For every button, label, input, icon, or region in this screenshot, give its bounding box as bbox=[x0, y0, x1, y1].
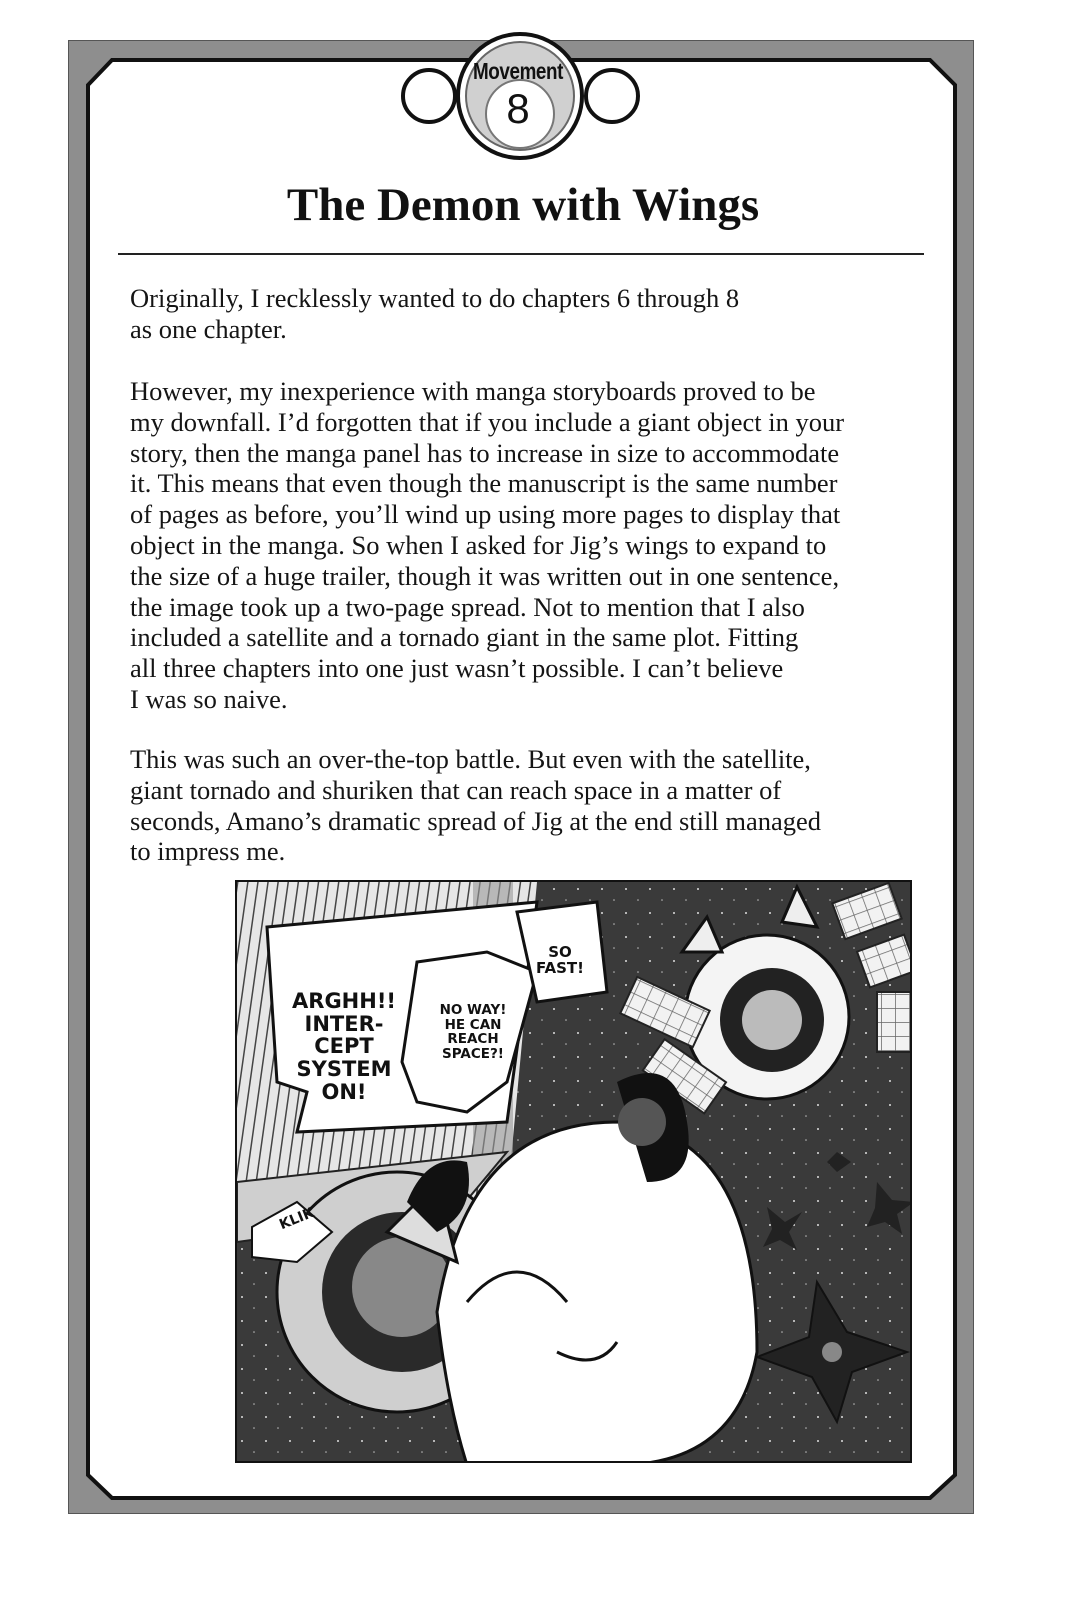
speech-bubble-no-way: NO WAY! HE CAN REACH SPACE?! bbox=[439, 1002, 507, 1062]
sound-effect-klik: KLIK bbox=[277, 1204, 317, 1234]
chapter-title: The Demon with Wings bbox=[286, 179, 760, 231]
title-divider bbox=[118, 253, 924, 255]
paragraph-1: Originally, I recklessly wanted to do chapters 6 through 8 as one chapter. bbox=[130, 283, 740, 344]
paragraph-2: However, my inexperience with manga storyboards proved to be my downfall. I’d forgotten that if you include a giant object in your story, then the manga panel has to increase in size to accommodate it. This means that even though the manuscript is the same number of pages as before, you’ll wind up using more pages to display that object in the manga. So when I asked for Jig’s wings to expand to the size of a huge trailer, though it was written out in one sentence, the image took up a two-page spread. Not to mention that I also included a satellite and a tornado giant in the same plot. Fitting all three chapters into one just wasn’t possible. I can’t believe I was so naive. bbox=[130, 376, 845, 714]
movement-label: Movement bbox=[473, 58, 563, 84]
speech-bubble-intercept: ARGHH!! INTER- CEPT SYSTEM ON! bbox=[292, 989, 396, 1104]
manga-panel bbox=[235, 880, 912, 1463]
movement-number: 8 bbox=[506, 85, 530, 132]
paragraph-3: This was such an over-the-top battle. But even with the satellite, giant tornado and shuriken that can reach space in a matter of seconds, Amano’s dramatic spread of Jig at the end still managed to impress me. bbox=[130, 744, 822, 867]
speech-bubble-so-fast: SO FAST! bbox=[535, 943, 584, 978]
